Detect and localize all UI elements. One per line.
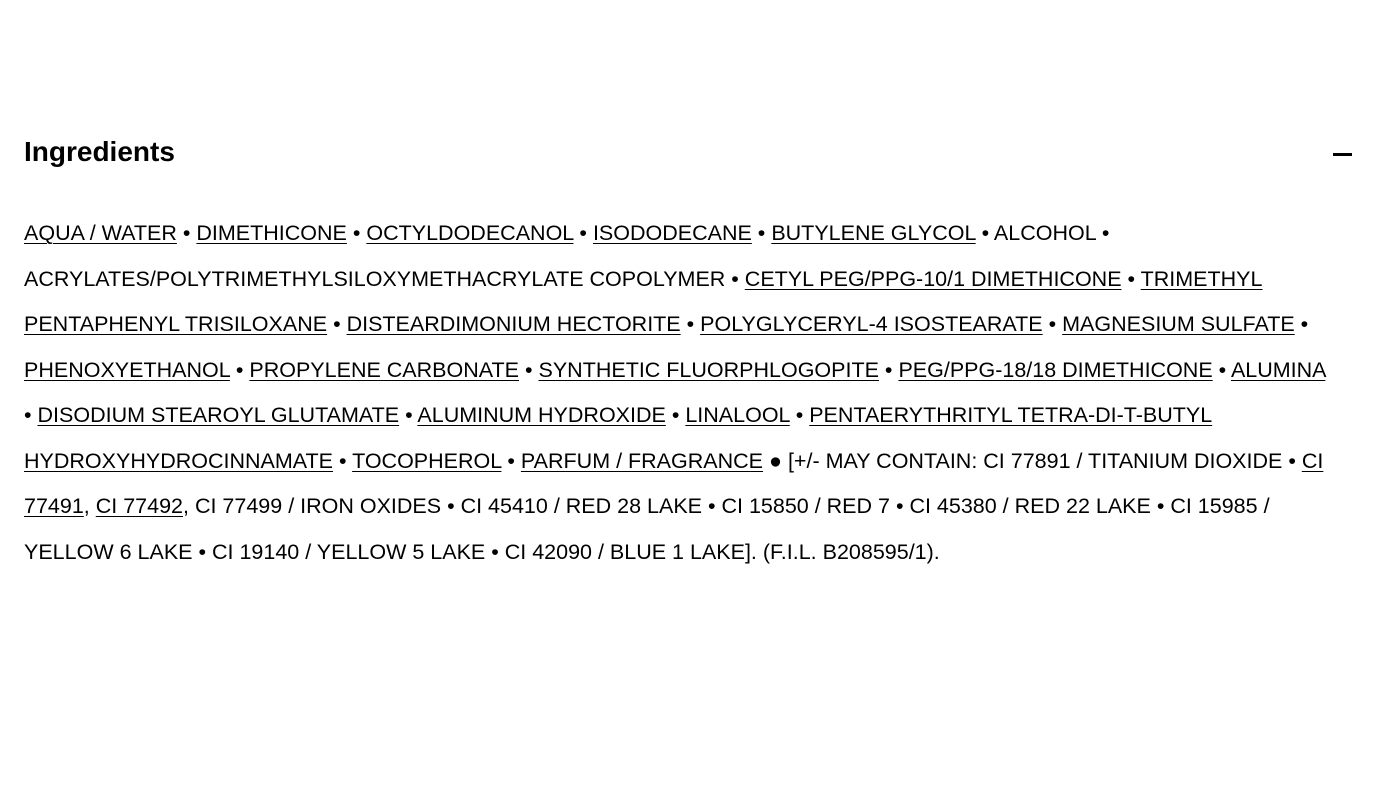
ingredient-link[interactable]: PARFUM / FRAGRANCE <box>520 448 764 473</box>
ingredient-link[interactable]: DISODIUM STEAROYL GLUTAMATE <box>37 403 400 427</box>
ingredients-list <box>24 211 1334 575</box>
ingredient-link[interactable]: PROPYLENE CARBONATE <box>249 357 519 382</box>
ingredient-separator-text: • <box>789 403 810 427</box>
ingredient-link[interactable]: CI 77491 <box>24 448 1324 518</box>
ingredient-link[interactable]: AQUA / WATER <box>24 221 177 245</box>
ingredient-separator-text: • ALCOHOL • ACRYLATES/POLYTRIMETHYLSILOXYMETHACRYLATE COPOLYMER • <box>24 221 1110 291</box>
ingredient-link[interactable]: PHENOXYETHANOL <box>24 357 230 382</box>
ingredient-separator-text: • <box>346 221 367 245</box>
ingredient-separator-text: • <box>878 357 899 382</box>
ingredient-link[interactable]: CETYL PEG/PPG-10/1 DIMETHICONE <box>744 266 1122 291</box>
ingredient-link[interactable]: DIMETHICONE <box>196 221 347 245</box>
ingredient-separator-text: • <box>751 221 772 245</box>
ingredient-separator-text: ● [+/- MAY CONTAIN: CI 77891 / TITANIUM DIOXIDE • <box>763 448 1302 473</box>
ingredient-separator-text: • <box>519 357 539 382</box>
ingredient-separator-text: • <box>1121 266 1141 291</box>
ingredient-separator-text: • <box>176 221 197 245</box>
ingredient-separator-text: • <box>229 357 250 382</box>
ingredient-link[interactable]: ISODODECANE <box>592 221 752 245</box>
ingredient-separator-text: , <box>83 494 96 518</box>
ingredient-link[interactable]: DISTEARDIMONIUM HECTORITE <box>346 312 681 336</box>
ingredient-separator-text: • <box>327 312 347 336</box>
minus-icon-bar <box>1333 153 1352 156</box>
ingredient-separator-text: • <box>1042 312 1063 336</box>
ingredient-link[interactable]: TRIMETHYL PENTAPHENYL TRISILOXANE <box>24 266 1263 336</box>
ingredient-separator-text: • <box>680 312 701 336</box>
ingredient-link[interactable]: TOCOPHEROL <box>352 448 502 473</box>
ingredient-link[interactable]: POLYGLYCERYL-4 ISOSTEARATE <box>700 312 1043 336</box>
ingredient-separator-text: • <box>501 448 521 473</box>
ingredients-accordion-header[interactable] <box>24 132 1354 172</box>
ingredient-separator-text: • <box>399 403 418 427</box>
section-title: Ingredients <box>24 136 175 167</box>
ingredient-link[interactable]: LINALOOL <box>685 403 790 427</box>
ingredient-separator-text: , CI 77499 / IRON OXIDES • CI 45410 / RED 28 LAKE • CI 15850 / RED 7 • CI 45380 / RED 22 LAKE • CI 15985 / YELLOW 6 LAKE • CI 19140 / YELLOW 5 LAKE • CI 42090 / BLUE 1 LAKE]. (F.I.L. B208595/1). <box>24 494 1270 564</box>
ingredient-link[interactable]: CI 77492 <box>95 494 184 518</box>
ingredient-link[interactable]: BUTYLENE GLYCOL <box>771 221 976 245</box>
ingredient-separator-text: • <box>665 403 686 427</box>
ingredient-separator-text: • <box>24 403 38 427</box>
ingredient-separator-text: • <box>573 221 593 245</box>
ingredient-link[interactable]: SYNTHETIC FLUORPHLOGOPITE <box>538 357 879 382</box>
ingredient-link[interactable]: MAGNESIUM SULFATE <box>1062 312 1295 336</box>
ingredient-link[interactable]: ALUMINA <box>1230 357 1326 382</box>
minus-icon[interactable] <box>1330 142 1354 166</box>
ingredient-link[interactable]: PEG/PPG-18/18 DIMETHICONE <box>898 357 1213 382</box>
ingredient-separator-text: • <box>333 448 353 473</box>
ingredient-link[interactable]: PENTAERYTHRITYL TETRA-DI-T-BUTYL HYDROXYHYDROCINNAMATE <box>24 403 1213 473</box>
ingredient-link[interactable]: ALUMINUM HYDROXIDE <box>417 403 666 427</box>
ingredient-link[interactable]: OCTYLDODECANOL <box>366 221 574 245</box>
ingredient-separator-text: • <box>1294 312 1309 336</box>
ingredient-separator-text: • <box>1212 357 1231 382</box>
